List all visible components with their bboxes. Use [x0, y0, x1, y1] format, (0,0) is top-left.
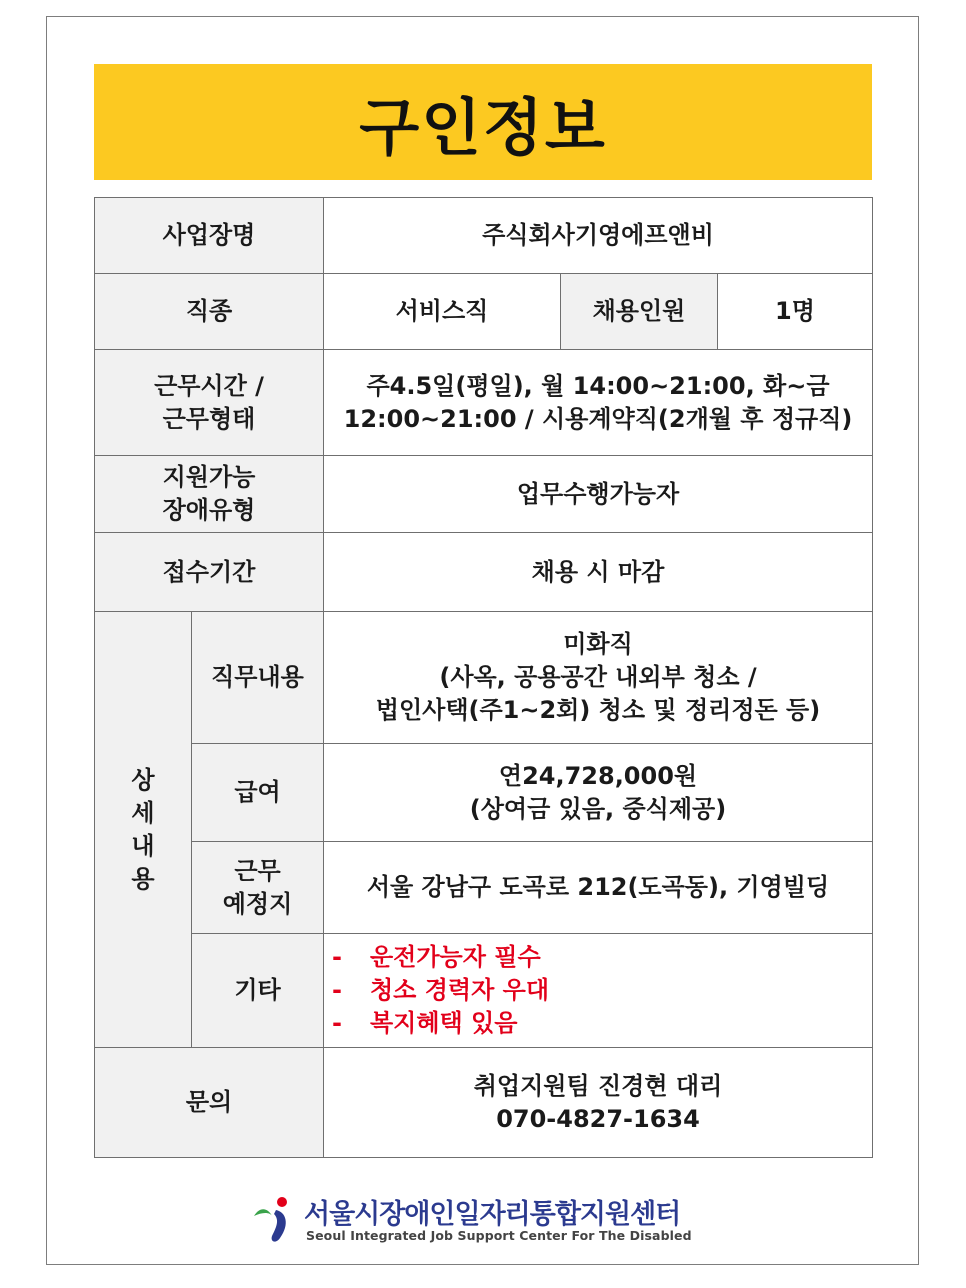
job-value: 서비스직 — [324, 274, 561, 350]
salary-value — [324, 744, 873, 842]
row-disability — [95, 456, 873, 533]
etc-list — [324, 934, 873, 1048]
hours-value-line: 주4.5일(평일), 월 14:00~21:00, 화~금 — [366, 371, 830, 400]
disability-label — [95, 456, 324, 533]
org-logo-icon — [250, 1194, 298, 1246]
duty-value-line: 미화직 — [563, 630, 633, 658]
etc-item: 청소 경력자 우대 — [370, 976, 549, 1004]
row-contact — [95, 1048, 873, 1158]
row-hours — [95, 350, 873, 456]
page-title: 구인정보 — [359, 90, 607, 164]
hours-label — [95, 350, 324, 456]
bullet-dash: - — [332, 1009, 342, 1037]
disability-value: 업무수행가능자 — [324, 456, 873, 533]
etc-item: 운전가능자 필수 — [370, 943, 541, 971]
list-item — [332, 974, 868, 1007]
salary-value-line: (상여금 있음, 중식제공) — [469, 794, 727, 823]
company-label: 사업장명 — [95, 198, 324, 274]
title-banner — [94, 64, 872, 180]
duty-value — [324, 612, 873, 744]
salary-label: 급여 — [192, 744, 324, 842]
hours-value-line: 12:00~21:00 / 시용계약직(2개월 후 정규직) — [343, 404, 853, 433]
hire-label: 채용인원 — [561, 274, 718, 350]
bullet-dash: - — [332, 976, 342, 1004]
contact-value-line: 070-4827-1634 — [496, 1104, 700, 1133]
job-info-table — [94, 197, 873, 1158]
job-label: 직종 — [95, 274, 324, 350]
org-name: 서울시장애인일자리통합지원센터 — [304, 1199, 681, 1230]
company-value: 주식회사기영에프앤비 — [324, 198, 873, 274]
bullet-dash: - — [332, 943, 342, 971]
location-label-line: 근무 — [234, 856, 281, 885]
row-period — [95, 533, 873, 612]
contact-value — [324, 1048, 873, 1158]
row-salary — [95, 744, 873, 842]
hours-label-line: 근무시간 / — [154, 371, 264, 400]
duty-value-line: (사옥, 공용공간 내외부 청소 / — [439, 663, 757, 691]
detail-label-char: 세 — [131, 798, 155, 827]
detail-section-label — [95, 612, 192, 1048]
etc-label: 기타 — [192, 934, 324, 1048]
detail-label-char: 용 — [131, 864, 155, 893]
row-company — [95, 198, 873, 274]
detail-label-char: 상 — [131, 765, 155, 794]
footer-logo — [250, 1192, 720, 1252]
list-item — [332, 941, 868, 974]
location-label-line: 예정지 — [222, 889, 293, 918]
row-job — [95, 274, 873, 350]
disability-label-line: 지원가능 — [162, 463, 256, 491]
org-name-english: Seoul Integrated Job Support Center For The Disabled — [306, 1228, 692, 1243]
period-label: 접수기간 — [95, 533, 324, 612]
location-label — [192, 842, 324, 934]
hire-value: 1명 — [718, 274, 873, 350]
duty-label: 직무내용 — [192, 612, 324, 744]
contact-label: 문의 — [95, 1048, 324, 1158]
contact-value-line: 취업지원팀 진경현 대리 — [473, 1071, 723, 1100]
hours-label-line: 근무형태 — [162, 404, 256, 433]
list-item — [332, 1007, 868, 1040]
disability-label-line: 장애유형 — [162, 496, 256, 524]
row-duty — [95, 612, 873, 744]
location-value: 서울 강남구 도곡로 212(도곡동), 기영빌딩 — [324, 842, 873, 934]
duty-value-line: 법인사택(주1~2회) 청소 및 정리정돈 등) — [375, 696, 821, 724]
period-value: 채용 시 마감 — [324, 533, 873, 612]
etc-item: 복지혜택 있음 — [370, 1009, 518, 1037]
hours-value — [324, 350, 873, 456]
row-location — [95, 842, 873, 934]
salary-value-line: 연24,728,000원 — [498, 761, 698, 790]
detail-label-char: 내 — [131, 831, 155, 860]
row-etc — [95, 934, 873, 1048]
